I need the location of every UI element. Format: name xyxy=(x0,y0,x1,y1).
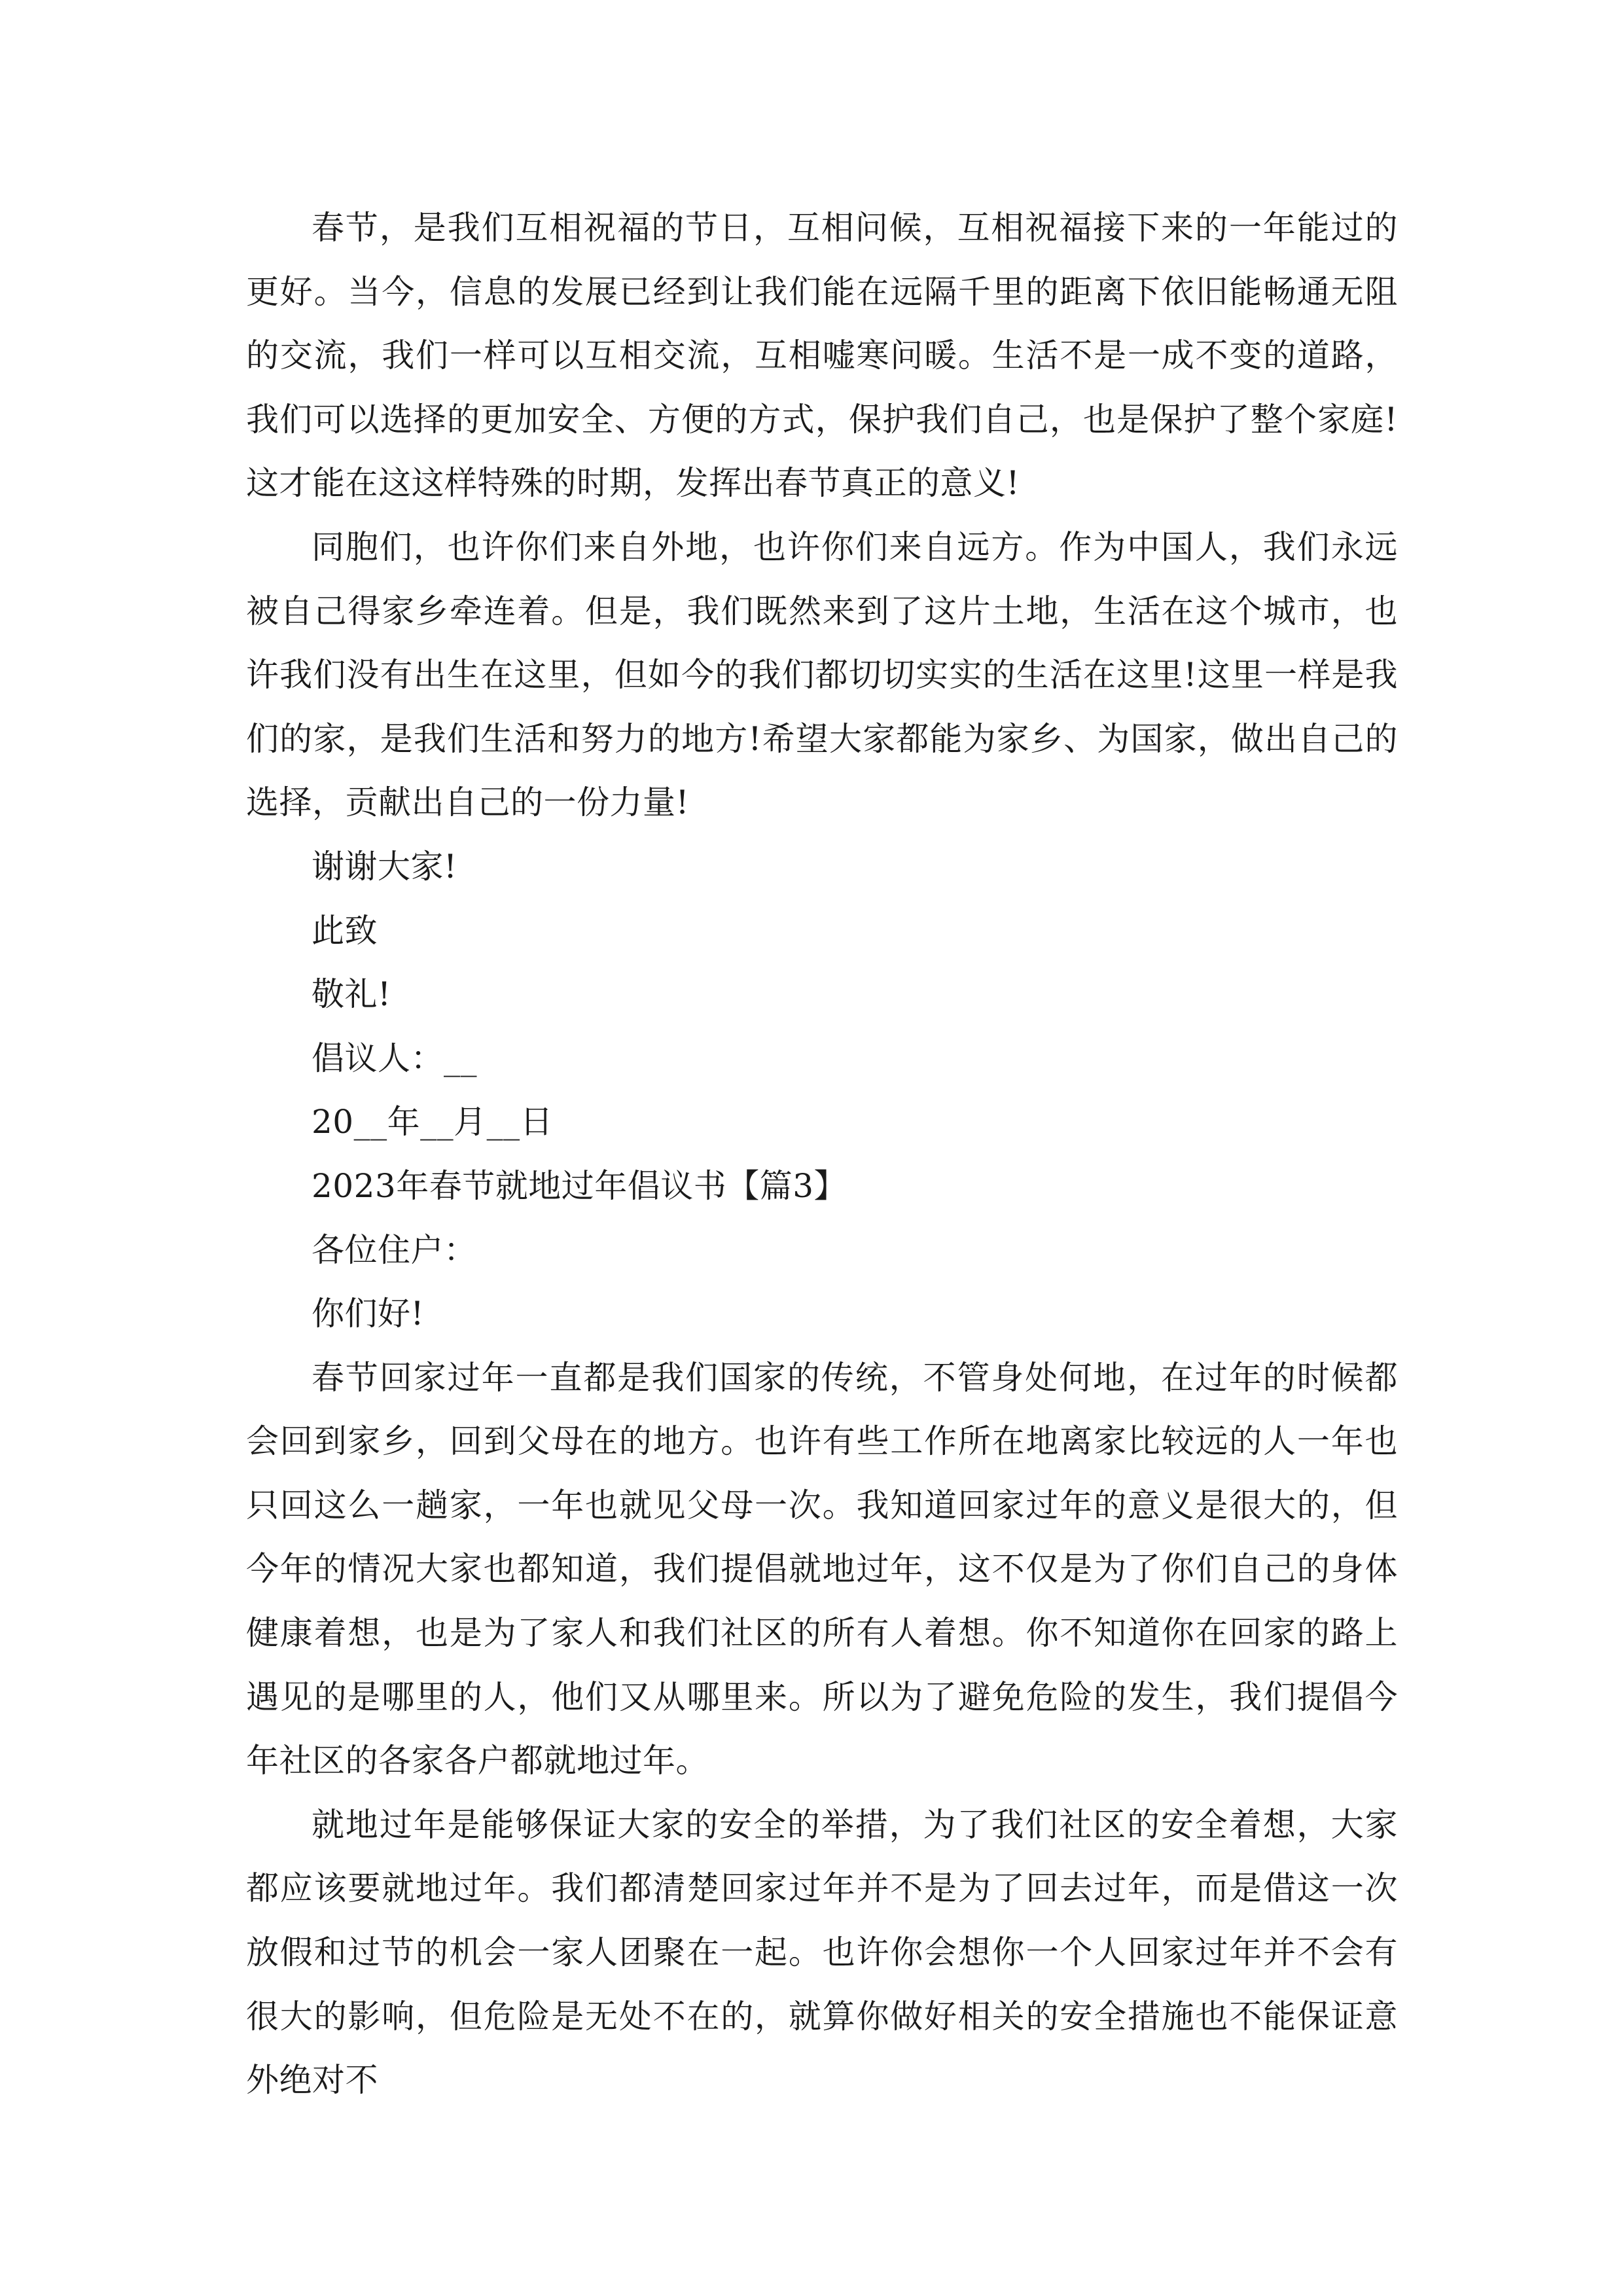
closing-date: 20__年__月__日 xyxy=(312,1103,554,1141)
section-title: 2023年春节就地过年倡议书【篇3】 xyxy=(312,1166,847,1205)
closing-salute-1: 此致 xyxy=(312,911,378,950)
paragraph-safety: 就地过年是能够保证大家的安全的举措，为了我们社区的安全着想，大家都应该要就地过年。我们都清楚回家过年并不是为了回去过年，而是借这一次放假和过节的机会一家人团聚在一起。也许你会想你一个人回家过年并不会有很大的影响，但危险是无处不在的，就算你做好相关的安全措施也不能保证意外绝对不 xyxy=(246,1805,1398,2100)
greeting-residents: 各位住户： xyxy=(312,1230,477,1269)
paragraph-spring-festival-meaning: 春节，是我们互相祝福的节日，互相问候，互相祝福接下来的一年能过的更好。当今，信息的发展已经到让我们能在远隔千里的距离下依旧能畅通无阻的交流，我们一样可以互相交流，互相嘘寒问暖。生活不是一成不变的道路，我们可以选择的更加安全、方便的方式，保护我们自己，也是保护了整个家庭!这才能在这这样特殊的时期，发挥出春节真正的意义! xyxy=(246,209,1398,503)
closing-thanks: 谢谢大家! xyxy=(312,847,457,886)
closing-salute-2: 敬礼! xyxy=(312,975,391,1014)
greeting-hello: 你们好! xyxy=(312,1295,425,1333)
paragraph-tradition: 春节回家过年一直都是我们国家的传统，不管身处何地，在过年的时候都会回到家乡，回到父母在的地方。也许有些工作所在地离家比较远的人一年也只回这么一趟家，一年也就见父母一次。我知道回家过年的意义是很大的，但今年的情况大家也都知道，我们提倡就地过年，这不仅是为了你们自己的身体健康着想，也是为了家人和我们社区的所有人着想。你不知道你在回家的路上遇见的是哪里的人，他们又从哪里来。所以为了避免危险的发生，我们提倡今年社区的各家各户都就地过年。 xyxy=(246,1358,1398,1780)
document-body xyxy=(246,196,1398,2113)
closing-proposer: 倡议人：__ xyxy=(312,1039,477,1077)
paragraph-compatriots: 同胞们，也许你们来自外地，也许你们来自远方。作为中国人，我们永远被自己得家乡牵连着。但是，我们既然来到了这片土地，生活在这个城市，也许我们没有出生在这里，但如今的我们都切切实实的生活在这里!这里一样是我们的家，是我们生活和努力的地方!希望大家都能为家乡、为国家，做出自己的选择，贡献出自己的一份力量! xyxy=(246,528,1398,822)
